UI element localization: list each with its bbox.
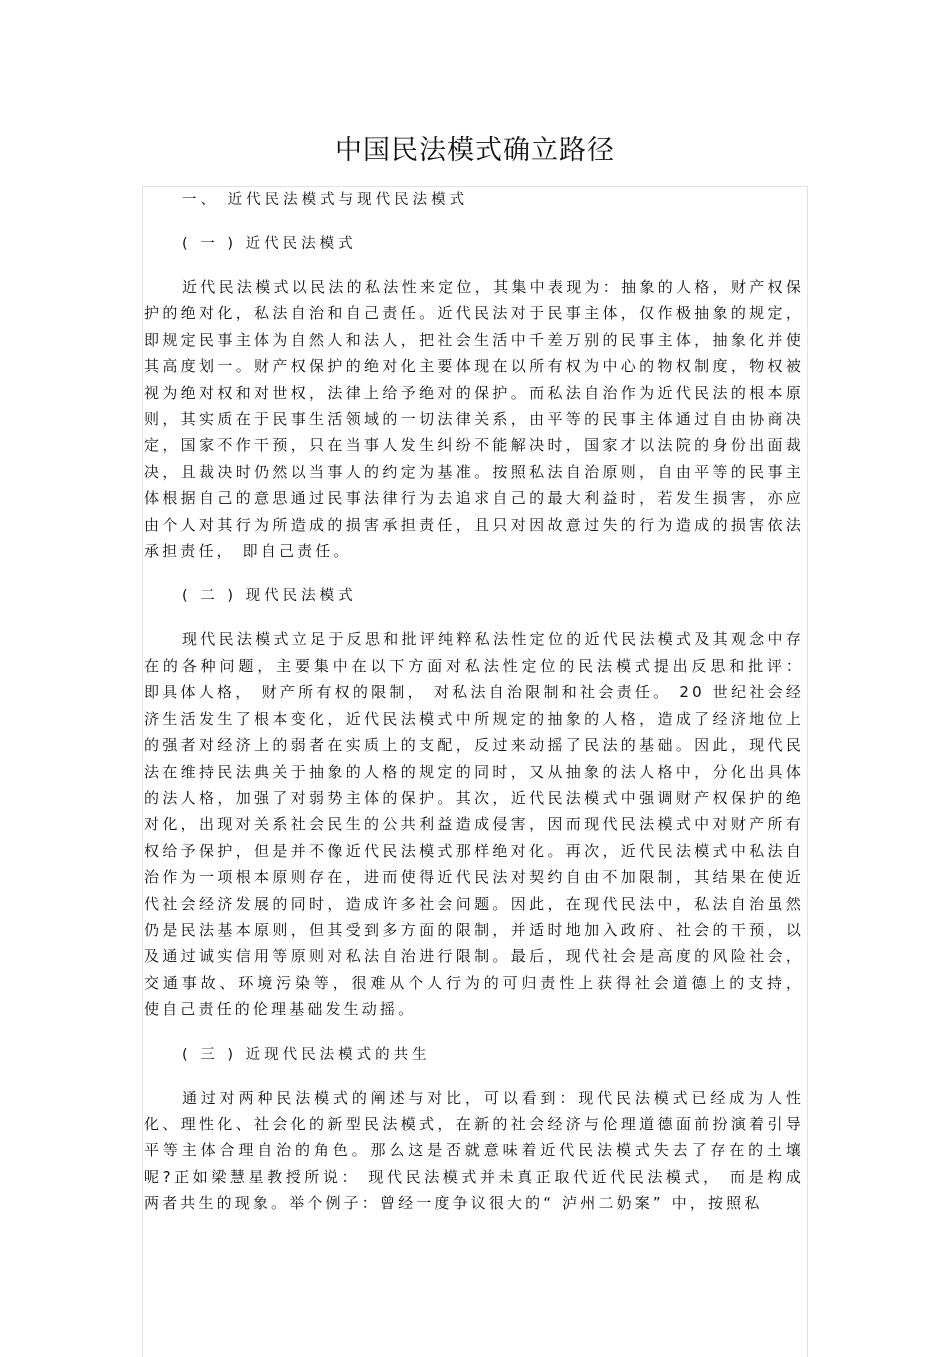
document-title: 中国民法模式确立路径 [335,135,615,166]
paragraph-modern: 现代民法模式立足于反思和批评纯粹私法性定位的近代民法模式及其观念中存在的各种问题，主要集中在以下方面对私法性定位的民法模式提出反思和批评： 即具体人格， 财产所有权的限制， 对私法自治限制和社会责任。 20 世纪社会经济生活发生了根本变化，近代民法模式中所规定的抽象的人格，造成了经济地位上的强者对经济上的弱者在实质上的支配，反过来动摇了民法的基础。因此，现代民法在维持民法典关于抽象的人格的规定的同时，又从抽象的法人格中，分化出具体的法人格，加强了对弱势主体的保护。其次，近代民法模式中强调财产权保护的绝对化，出现对关系社会民生的公共利益造成侵害，因而现代民法模式中对财产所有权给予保护，但是并不像近代民法模式那样绝对化。再次，近代民法模式中私法自治作为一项根本原则存在，进而使得近代民法对契约自由不加限制，其结果在使近代社会经济发展的同时，造成许多社会问题。因此，在现代民法中，私法自治虽然仍是民法基本原则，但其受到多方面的限制，并适时地加入政府、社会的干预，以及通过诚实信用等原则对私法自治进行限制。最后，现代社会是高度的风险社会，交通事故、环境污染等，很难从个人行为的可归责性上获得社会道德上的支持， 使自己责任的伦理基础发生动摇。 [144,630,804,1019]
section-heading-1: 一、 近代民法模式与现代民法模式 [182,192,469,208]
section-heading-1-3: ( 三 ) 近现代民法模式的共生 [182,1046,431,1063]
section-heading-1-1: ( 一 ) 近代民法模式 [182,236,357,252]
section-heading-1-2: ( 二 ) 现代民法模式 [182,588,357,605]
paragraph-modern-early: 近代民法模式以民法的私法性来定位，其集中表现为：抽象的人格，财产权保护的绝对化，私法自治和自己责任。近代民法对于民事主体，仅作极抽象的规定，即规定民事主体为自然人和法人，把社会生活中千差万别的民事主体，抽象化并使其高度划一。财产权保护的绝对化主要体现在以所有权为中心的物权制度，物权被视为绝对权和对世权，法律上给予绝对的保护。而私法自治作为近代民法的根本原则，其实质在于民事生活领域的一切法律关系，由平等的民事主体通过自由协商决定，国家不作干预，只在当事人发生纠纷不能解决时，国家才以法院的身份出面裁决，且裁决时仍然以当事人的约定为基准。按照私法自治原则，自由平等的民事主体根据自己的意思通过民事法律行为去追求自己的最大利益时，若发生损害，亦应由个人对其行为所造成的损害承担责任，且只对因故意过失的行为造成的损害依法承担责任， 即自己责任。 [144,278,804,561]
paragraph-coexistence: 通过对两种民法模式的阐述与对比，可以看到：现代民法模式已经成为人性化、理性化、社会化的新型民法模式，在新的社会经济与伦理道德面前扮演着引导平等主体合理自治的角色。那么这是否就意味着近代民法模式失去了存在的土壤呢?正如梁慧星教授所说： 现代民法模式并未真正取代近代民法模式， 而是构成两者共生的现象。举个例子：曾经一度争议很大的“ 泸州二奶案” 中，按照私 [144,1088,804,1213]
document-body [144,188,804,1217]
